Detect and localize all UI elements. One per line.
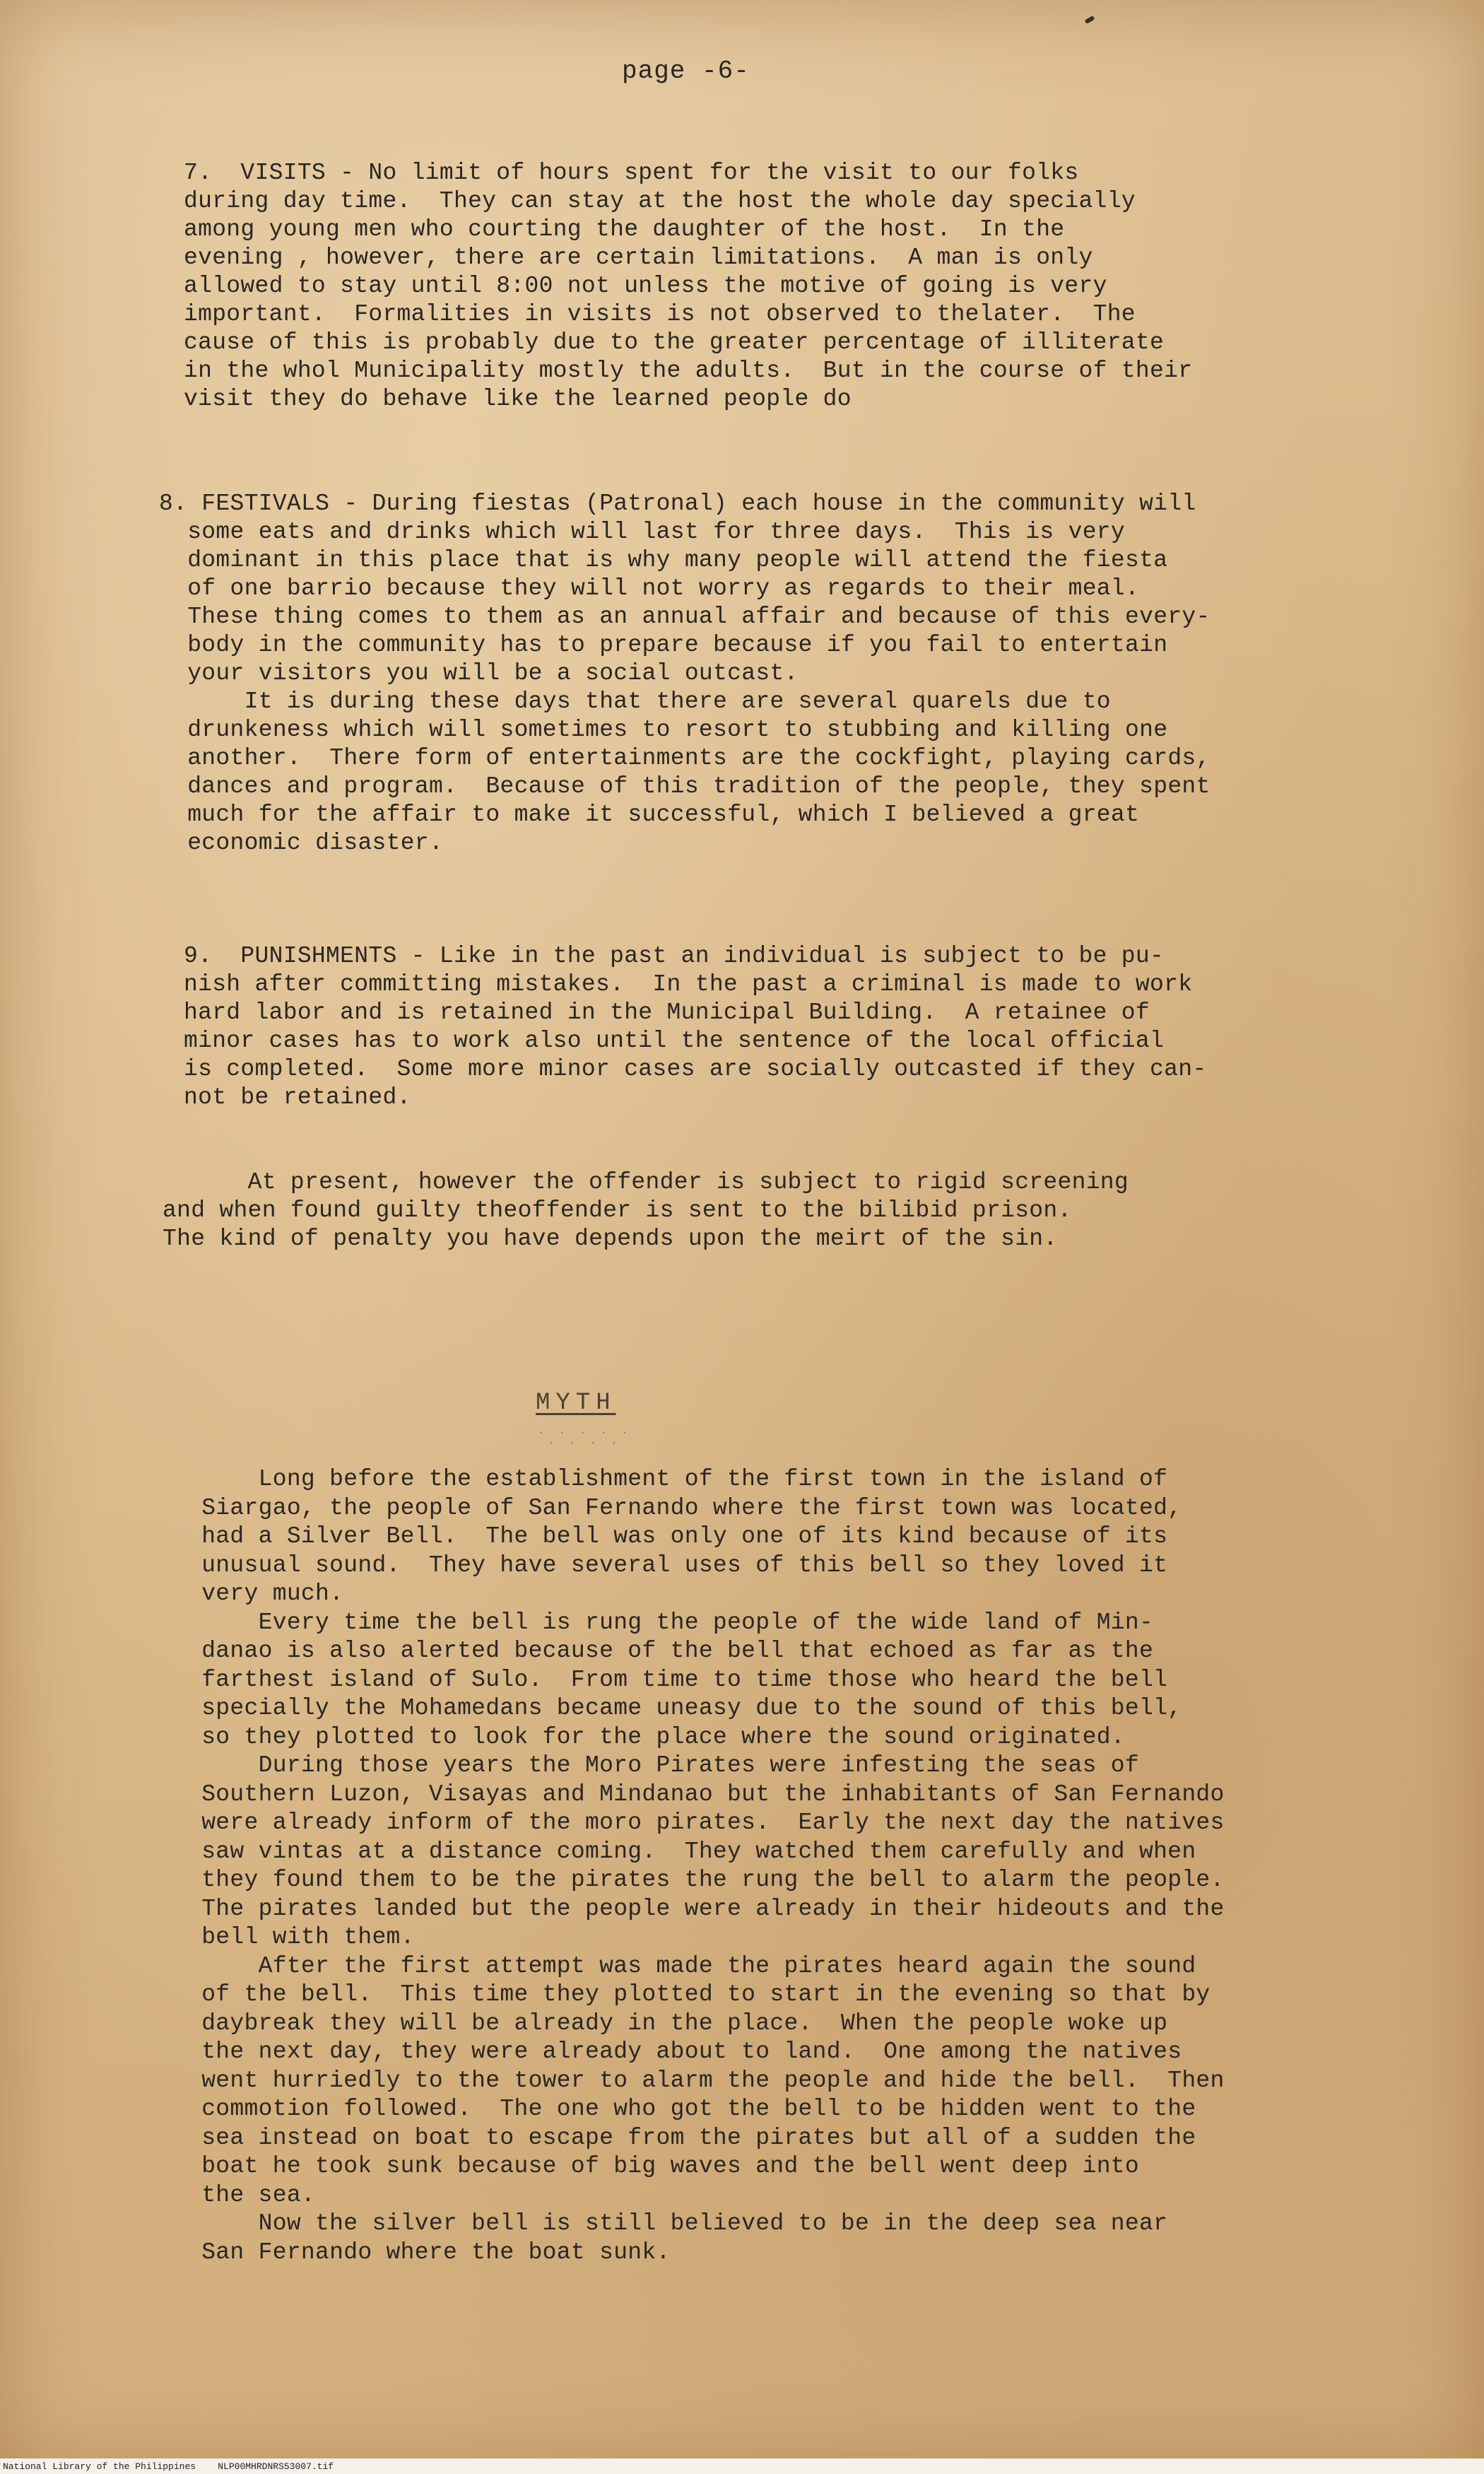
section-myth-body: Long before the establishment of the first town in the island of Siargao, the people of San Fernando where the first town was located, had a Silver Bell. The bell was only one of its kind because of its unusual sound. They have several uses of this bell so they loved it very much. Every time the bell is rung the people of the wide land of Min- danao is also alerted because of the bell that echoed as far as the farthest island of Sulo. From time to time those who heard the bell specially the Mohamedans became uneasy due to the sound of this bell, so they plotted to look for the place where the sound originated. During those years the Moro Pirates were infesting the seas of Southern Luzon, Visayas and Mindanao but the inhabitants of San Fernando were already inform of the moro pirates. Early the next day the natives saw vintas at a distance coming. They watched them carefully and when they found them to be the pirates the rung the bell to alarm the people. The pirates landed but the people were already in their hideouts and the bell with them. After the first attempt was made the pirates heard again the sound of the bell. This time they plotted to start in the evening so that by daybreak they will be already in the place. When the people woke up the next day, they were already about to land. One among the natives went hurriedly to the tower to alarm the people and hide the bell. Then commotion followed. The one who got the bell to be hidden went to the sea instead on boat to escape from the pirates but all of a sudden the boat he took sunk because of big waves and the bell went deep into the sea. Now the silver bell is still believed to be in the deep sea near San Fernando where the boat sunk. xyxy=(201,1466,1225,2265)
section-punishments: 9. PUNISHMENTS - Like in the past an individual is subject to be pu- nish after committing mistakes. In the past a criminal is made to work hard labor and is retained in the Municipal Building. A retainee of minor cases has to work also until the sentence of the local official is completed. Some more minor cases are socially outcasted if they can- not be retained. xyxy=(184,943,1207,1110)
section-present-punishment: At present, however the offender is subject to rigid screening and when found guilty theoffender is sent to the bilibid prison. The kind of penalty you have depends upon the meirt of the sin. xyxy=(163,1169,1129,1252)
section-festivals: 8. FESTIVALS - During fiestas (Patronal) each house in the community will some eats and drinks which will last for three days. This is very dominant in this place that is why many people will attend the fiesta of one barrio because they will not worry as regards to their meal. These thing comes to them as an annual affair and because of this every- body in the community has to prepare because if you fail to entertain your visitors you will be a social outcast. It is during these days that there are several quarels due to drunkeness which will sometimes to resort to stubbing and killing one another. There form of entertainments are the cockfight, playing cards, dances and program. Because of this tradition of the people, they spent much for the affair to make it successful, which I believed a great economic disaster. xyxy=(159,491,1211,856)
scan-footer-text: National Library of the Philippines NLP00MHRDNRS53007.tif xyxy=(3,2461,334,2472)
scan-footer-strip xyxy=(0,2458,1484,2474)
myth-heading-underline-decoration: ˙ˏ˙ˏ˙ˏ˙ˏ˙ xyxy=(537,1431,632,1446)
myth-heading: MYTH xyxy=(536,1390,616,1417)
section-visits: 7. VISITS - No limit of hours spent for the visit to our folks during day time. They can stay at the host the whole day specially among young men who courting the daughter of the host. In the evening , however, there are certain limitations. A man is only allowed to stay until 8:00 not unless the motive of going is very important. Formalities in visits is not observed to thelater. The cause of this is probably due to the greater percentage of illiterate in the whol Municipality mostly the adults. But in the course of their visit they do behave like the learned people do xyxy=(184,160,1193,412)
page-number: page -6- xyxy=(622,57,750,86)
ink-mark xyxy=(1084,16,1095,24)
